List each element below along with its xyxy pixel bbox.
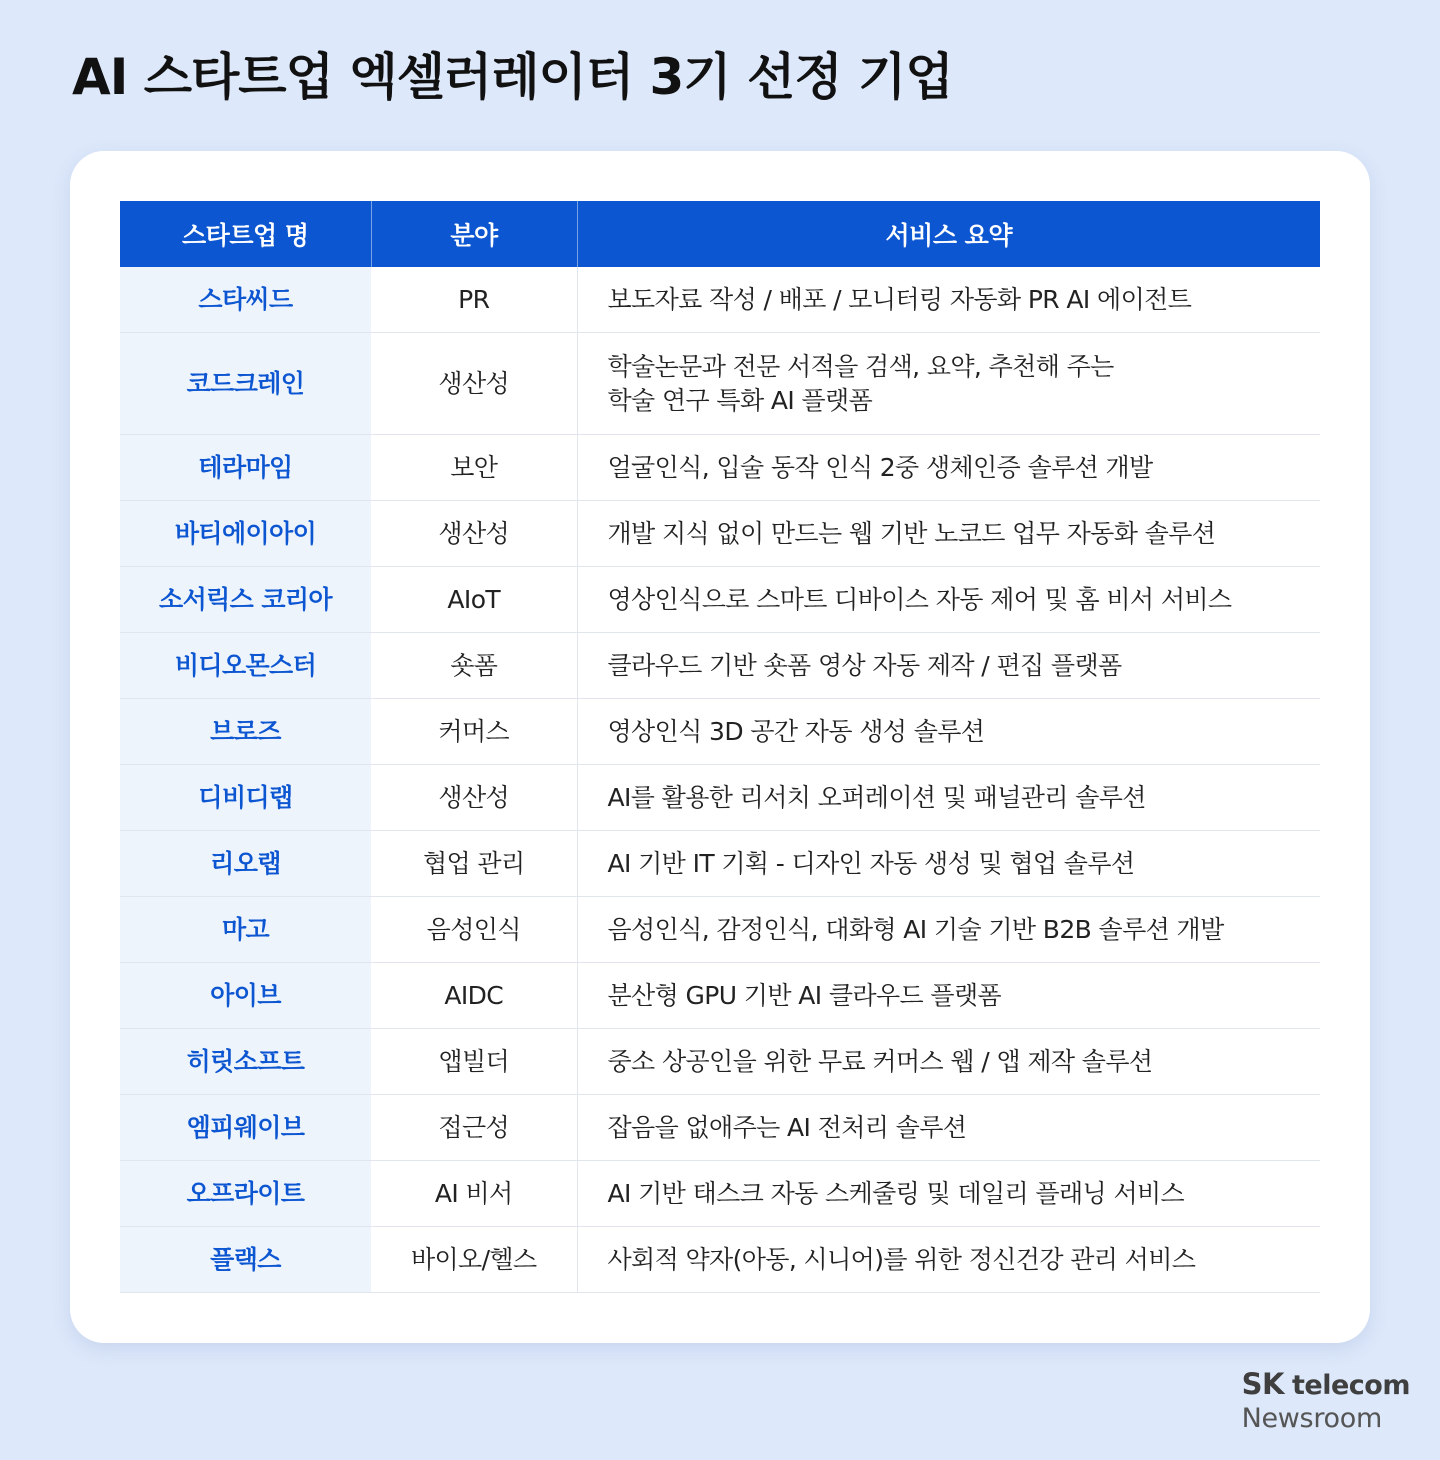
service-summary: 잡음을 없애주는 AI 전처리 솔루션 <box>577 1095 1320 1161</box>
startup-name: 마고 <box>120 897 371 963</box>
brand-newsroom: Newsroom <box>1241 1403 1382 1434</box>
brand-sk: SK <box>1241 1367 1284 1401</box>
table-row <box>120 267 1320 333</box>
startup-field: 협업 관리 <box>371 831 577 897</box>
brand-telecom: telecom <box>1292 1370 1410 1401</box>
table-row <box>120 897 1320 963</box>
table-row <box>120 1227 1320 1293</box>
startup-field: 숏폼 <box>371 633 577 699</box>
table-row <box>120 831 1320 897</box>
startup-name: 스타씨드 <box>120 267 371 333</box>
startup-table <box>120 201 1320 1293</box>
service-summary: AI를 활용한 리서치 오퍼레이션 및 패널관리 솔루션 <box>577 765 1320 831</box>
page-title: AI 스타트업 엑셀러레이터 3기 선정 기업 <box>72 48 953 106</box>
startup-name: 바티에이아이 <box>120 501 371 567</box>
table-row <box>120 333 1320 435</box>
startup-field: AIoT <box>371 567 577 633</box>
table-card <box>70 151 1370 1343</box>
startup-field: 생산성 <box>371 765 577 831</box>
service-summary: 음성인식, 감정인식, 대화형 AI 기술 기반 B2B 솔루션 개발 <box>577 897 1320 963</box>
startup-name: 비디오몬스터 <box>120 633 371 699</box>
service-summary: 학술논문과 전문 서적을 검색, 요약, 추천해 주는 학술 연구 특화 AI 플랫폼 <box>577 333 1320 435</box>
header-field: 분야 <box>371 201 577 267</box>
table-body <box>120 267 1320 1293</box>
startup-field: 보안 <box>371 435 577 501</box>
startup-field: 바이오/헬스 <box>371 1227 577 1293</box>
startup-name: 엠피웨이브 <box>120 1095 371 1161</box>
table-row <box>120 963 1320 1029</box>
startup-field: AI 비서 <box>371 1161 577 1227</box>
startup-field: 생산성 <box>371 333 577 435</box>
service-summary: 클라우드 기반 숏폼 영상 자동 제작 / 편집 플랫폼 <box>577 633 1320 699</box>
table-header <box>120 201 1320 267</box>
startup-name: 히릿소프트 <box>120 1029 371 1095</box>
service-summary: 얼굴인식, 입술 동작 인식 2중 생체인증 솔루션 개발 <box>577 435 1320 501</box>
header-service-summary: 서비스 요약 <box>577 201 1320 267</box>
startup-field: PR <box>371 267 577 333</box>
startup-field: 커머스 <box>371 699 577 765</box>
brand-wordmark <box>1242 1368 1410 1402</box>
table-row <box>120 699 1320 765</box>
startup-name: 오프라이트 <box>120 1161 371 1227</box>
startup-name: 아이브 <box>120 963 371 1029</box>
startup-field: 음성인식 <box>371 897 577 963</box>
table-row <box>120 567 1320 633</box>
table-row <box>120 501 1320 567</box>
startup-name: 리오랩 <box>120 831 371 897</box>
table-row <box>120 765 1320 831</box>
service-summary: 영상인식 3D 공간 자동 생성 솔루션 <box>577 699 1320 765</box>
header-row <box>120 201 1320 267</box>
table-row <box>120 1161 1320 1227</box>
startup-name: 브로즈 <box>120 699 371 765</box>
startup-field: 생산성 <box>371 501 577 567</box>
table-row <box>120 435 1320 501</box>
table-row <box>120 1029 1320 1095</box>
service-summary: 영상인식으로 스마트 디바이스 자동 제어 및 홈 비서 서비스 <box>577 567 1320 633</box>
service-summary: 개발 지식 없이 만드는 웹 기반 노코드 업무 자동화 솔루션 <box>577 501 1320 567</box>
header-startup-name: 스타트업 명 <box>120 201 371 267</box>
service-summary: 사회적 약자(아동, 시니어)를 위한 정신건강 관리 서비스 <box>577 1227 1320 1293</box>
startup-field: 앱빌더 <box>371 1029 577 1095</box>
service-summary: 보도자료 작성 / 배포 / 모니터링 자동화 PR AI 에이전트 <box>577 267 1320 333</box>
table-row <box>120 633 1320 699</box>
startup-name: 소서릭스 코리아 <box>120 567 371 633</box>
service-summary: AI 기반 태스크 자동 스케줄링 및 데일리 플래닝 서비스 <box>577 1161 1320 1227</box>
startup-name: 테라마임 <box>120 435 371 501</box>
service-summary: 중소 상공인을 위한 무료 커머스 웹 / 앱 제작 솔루션 <box>577 1029 1320 1095</box>
service-summary: 분산형 GPU 기반 AI 클라우드 플랫폼 <box>577 963 1320 1029</box>
startup-name: 코드크레인 <box>120 333 371 435</box>
startup-name: 디비디랩 <box>120 765 371 831</box>
table-row <box>120 1095 1320 1161</box>
startup-name: 플랙스 <box>120 1227 371 1293</box>
service-summary: AI 기반 IT 기획 - 디자인 자동 생성 및 협업 솔루션 <box>577 831 1320 897</box>
sk-telecom-newsroom-logo <box>1242 1368 1410 1436</box>
startup-field: 접근성 <box>371 1095 577 1161</box>
startup-field: AIDC <box>371 963 577 1029</box>
